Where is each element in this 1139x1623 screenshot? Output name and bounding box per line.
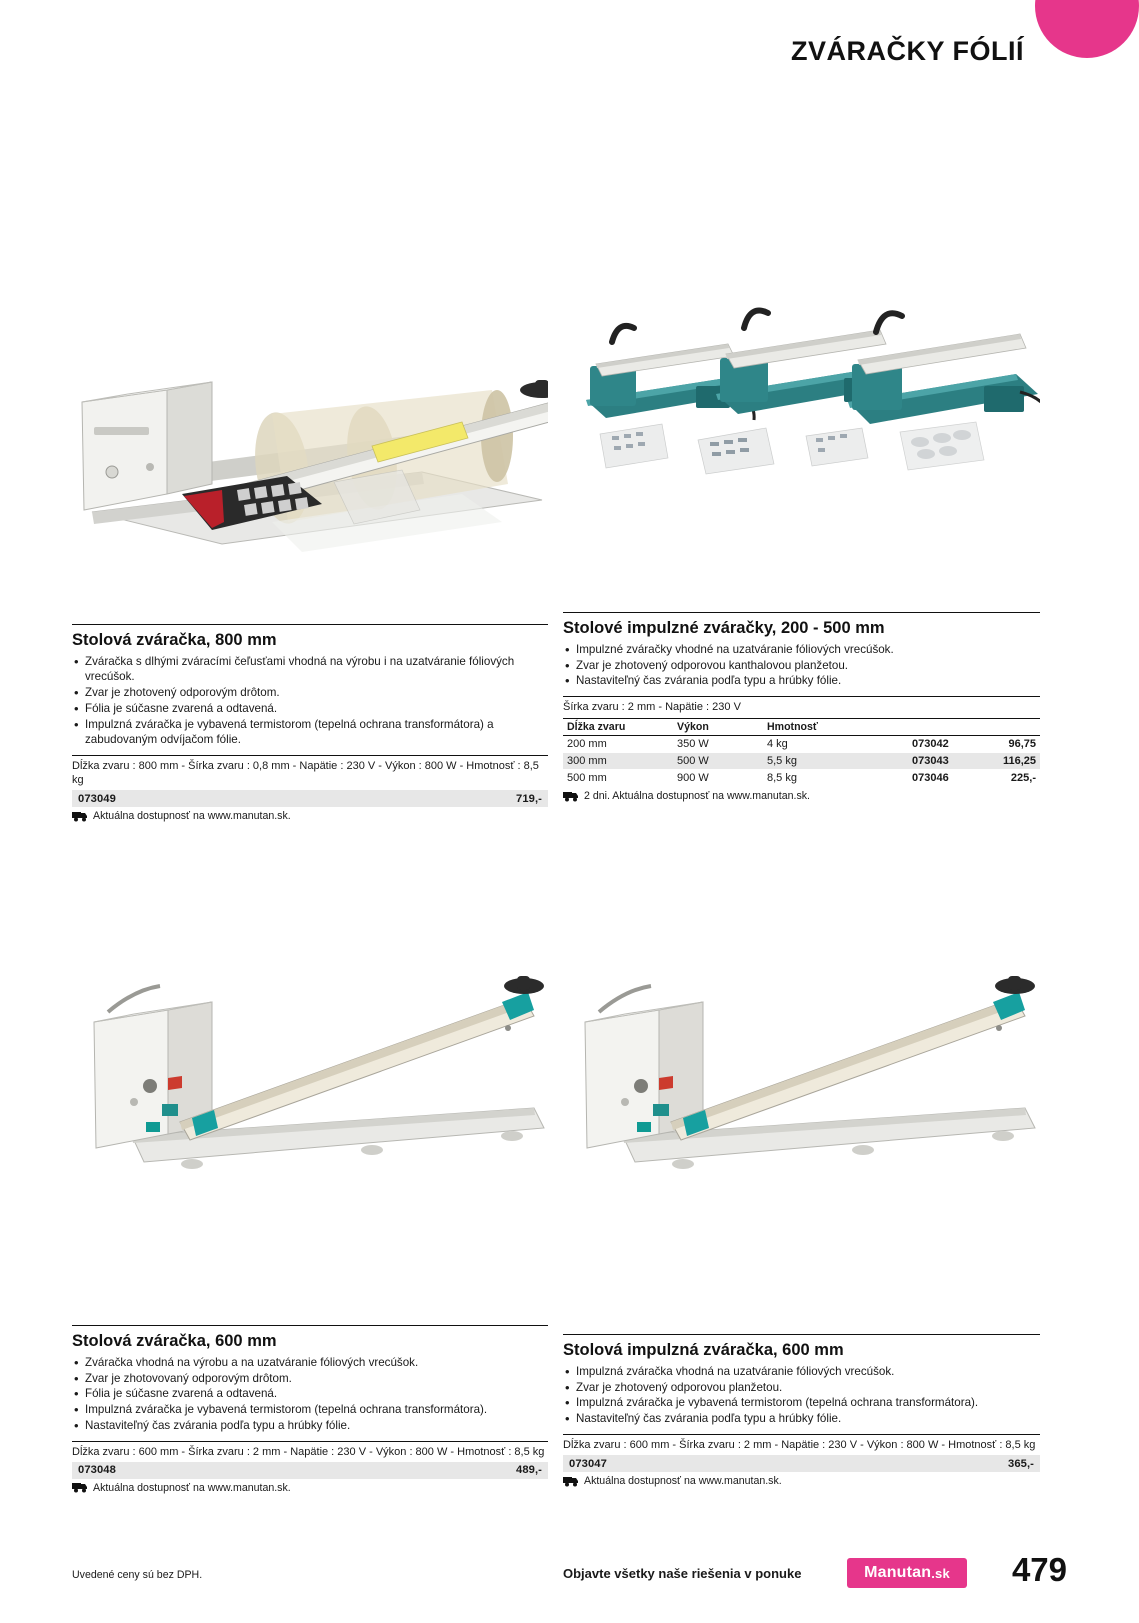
cell-power: 350 W: [677, 738, 709, 751]
cell-power: 900 W: [677, 772, 709, 785]
cell-code: 073046: [912, 772, 949, 785]
feature-item: • Zvar je zhotovený odporovým drôtom.: [72, 685, 548, 700]
product-price: 489,-: [516, 1464, 542, 1477]
product-code: 073047: [569, 1457, 607, 1470]
product-features: [563, 1364, 1040, 1427]
feature-item: • Zvar je zhotovený odporovou kanthalovou planžetou.: [563, 658, 1040, 673]
price-disclaimer: Uvedené ceny sú bez DPH.: [72, 1569, 203, 1581]
feature-item: • Impulzná zváračka je vybavená termistorom (tepelná ochrana transformátora) a zabudovaným odvíjačom fólie.: [72, 717, 548, 748]
footer-cta-text: Objavte všetky naše riešenia v ponuke: [563, 1566, 802, 1581]
feature-item: • Impulzná zváračka vhodná na uzatváranie fóliových vrecúšok.: [563, 1364, 1040, 1379]
cell-code: 073042: [912, 738, 949, 751]
product-title: Stolová impulzná zváračka, 600 mm: [563, 1334, 1040, 1361]
table-row[interactable]: [563, 770, 1040, 787]
logo-suffix: .sk: [931, 1565, 950, 1581]
product-code: 073049: [78, 792, 116, 805]
page-number: 479: [1011, 1551, 1067, 1588]
feature-item: • Impulzná zváračka je vybavená termistorom (tepelná ochrana transformátora).: [72, 1402, 548, 1417]
product-features: [563, 642, 1040, 689]
availability-row: [563, 790, 1040, 802]
price-row: [72, 1462, 548, 1479]
feature-item: • Nastaviteľný čas zvárania podľa typu a hrúbky fólie.: [72, 1418, 548, 1433]
product-specs: Dĺžka zvaru : 800 mm - Šírka zvaru : 0,8 mm - Napätie : 230 V - Výkon : 800 W - Hmotnosť : 8,5 kg: [72, 755, 548, 788]
col-header-price: [988, 719, 1040, 736]
cell-weight: 5,5 kg: [767, 755, 797, 768]
cell-length: 300 mm: [567, 755, 607, 768]
price-row: [563, 1455, 1040, 1472]
availability-text: 2 dni. Aktuálna dostupnosť na www.manutan.sk.: [584, 790, 810, 803]
cell-power: 500 W: [677, 755, 709, 768]
table-header-row: [563, 719, 1040, 736]
feature-item: • Fólia je súčasne zvarená a odtavená.: [72, 1386, 548, 1401]
feature-item: • Zváračka vhodná na výrobu a na uzatváranie fóliových vrecúšok.: [72, 1355, 548, 1370]
col-header-code: [908, 719, 988, 736]
product-block-800mm: [72, 624, 548, 822]
availability-text: Aktuálna dostupnosť na www.manutan.sk.: [584, 1475, 782, 1488]
availability-row: [72, 810, 548, 822]
page-footer: [72, 1551, 1067, 1595]
product-photo-600mm: [72, 936, 548, 1201]
feature-item: • Impulzné zváračky vhodné na uzatváranie fóliových vrecúšok.: [563, 642, 1040, 657]
price-row: [72, 790, 548, 807]
cell-length: 200 mm: [567, 738, 607, 751]
delivery-truck-icon: [72, 1482, 88, 1493]
cell-price: 116,25: [1002, 755, 1036, 768]
page-title: ZVÁRAČKY FÓLIÍ: [790, 36, 1024, 66]
col-header-weight: Hmotnosť: [763, 719, 908, 736]
product-photo-impulse-sealers: [570, 282, 1040, 482]
table-row[interactable]: [563, 736, 1040, 753]
availability-row: [563, 1475, 1040, 1487]
feature-item: • Impulzná zváračka je vybavená termistorom (tepelná ochrana transformátora).: [563, 1395, 1040, 1410]
feature-item: • Zvar je zhotovovaný odporovým drôtom.: [72, 1371, 548, 1386]
product-photo-impulse-600mm: [563, 936, 1040, 1201]
cell-price: 96,75: [1008, 738, 1036, 751]
product-features: [72, 654, 548, 748]
product-photo-800mm: [72, 222, 548, 552]
cell-price: 225,-: [1010, 772, 1036, 785]
col-header-power: Výkon: [673, 719, 763, 736]
feature-item: • Nastaviteľný čas zvárania podľa typu a hrúbky fólie.: [563, 673, 1040, 688]
availability-row: [72, 1482, 548, 1494]
product-features: [72, 1355, 548, 1434]
product-block-impulse-600mm: [563, 1334, 1040, 1487]
cell-length: 500 mm: [567, 772, 607, 785]
feature-item: • Fólia je súčasne zvarená a odtavená.: [72, 701, 548, 716]
product-specs: Šírka zvaru : 2 mm - Napätie : 230 V: [563, 696, 1040, 714]
product-title: Stolová zváračka, 800 mm: [72, 624, 548, 651]
feature-item: • Zvar je zhotovený odporovou planžetou.: [563, 1380, 1040, 1395]
delivery-truck-icon: [72, 811, 88, 822]
cell-weight: 8,5 kg: [767, 772, 797, 785]
cell-weight: 4 kg: [767, 738, 788, 751]
product-code: 073048: [78, 1464, 116, 1477]
product-title: Stolová zváračka, 600 mm: [72, 1325, 548, 1352]
availability-text: Aktuálna dostupnosť na www.manutan.sk.: [93, 810, 291, 823]
product-specs: Dĺžka zvaru : 600 mm - Šírka zvaru : 2 mm - Napätie : 230 V - Výkon : 800 W - Hmotnosť : 8,5 kg: [72, 1441, 548, 1459]
col-header-length: Dĺžka zvaru: [563, 719, 673, 736]
header-accent-circle: [1035, 0, 1139, 58]
feature-item: • Zváračka s dlhými zváracími čeľusťami vhodná na výrobu i na uzatváranie fóliových vrecúšok.: [72, 654, 548, 685]
product-block-impulse-200-500: [563, 612, 1040, 802]
product-block-600mm: [72, 1325, 548, 1494]
product-price: 365,-: [1008, 1457, 1034, 1470]
availability-text: Aktuálna dostupnosť na www.manutan.sk.: [93, 1481, 291, 1494]
page-header: [0, 0, 1139, 112]
product-price: 719,-: [516, 792, 542, 805]
delivery-truck-icon: [563, 791, 579, 802]
product-title: Stolové impulzné zváračky, 200 - 500 mm: [563, 612, 1040, 639]
logo-text: Manutan: [864, 1564, 932, 1581]
manutan-logo[interactable]: [847, 1558, 967, 1588]
table-row[interactable]: [563, 753, 1040, 770]
feature-item: • Nastaviteľný čas zvárania podľa typu a hrúbky fólie.: [563, 1411, 1040, 1426]
delivery-truck-icon: [563, 1476, 579, 1487]
product-specs: Dĺžka zvaru : 600 mm - Šírka zvaru : 2 mm - Napätie : 230 V - Výkon : 800 W - Hmotnosť : 8,5 kg: [563, 1434, 1040, 1452]
variants-table: [563, 718, 1040, 787]
cell-code: 073043: [912, 755, 949, 768]
